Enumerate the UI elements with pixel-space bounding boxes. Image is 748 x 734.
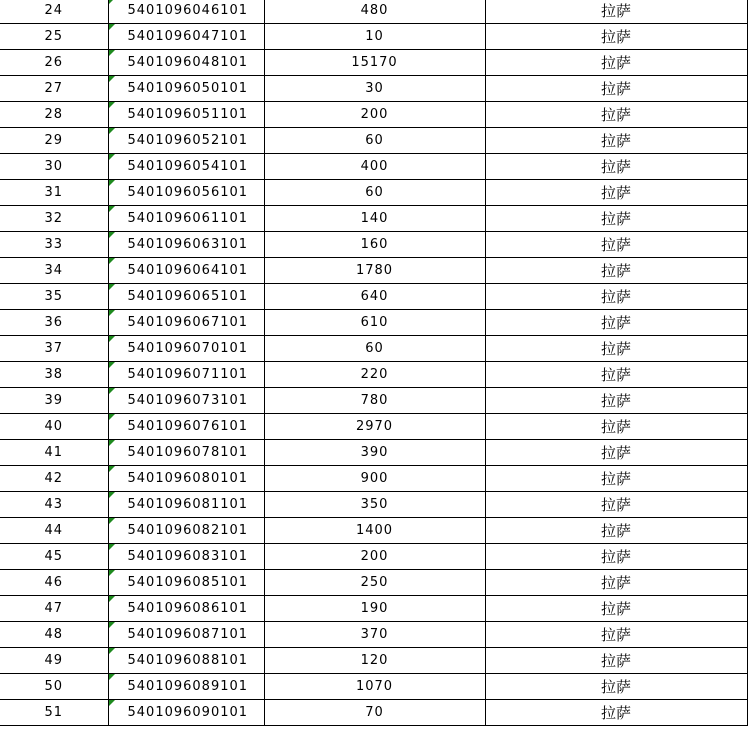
- code-cell[interactable]: [108, 466, 264, 492]
- amount-cell[interactable]: 1780: [264, 258, 485, 284]
- row-number-cell[interactable]: 26: [0, 50, 108, 76]
- city-cell[interactable]: 拉萨: [485, 50, 747, 76]
- code-text: 5401096061101: [127, 211, 249, 226]
- city-cell[interactable]: 拉萨: [485, 570, 747, 596]
- city-cell[interactable]: 拉萨: [485, 206, 747, 232]
- row-number-cell[interactable]: 36: [0, 310, 108, 336]
- code-text: 5401096085101: [127, 575, 249, 590]
- code-cell[interactable]: [108, 700, 264, 726]
- city-cell[interactable]: 拉萨: [485, 674, 747, 700]
- code-cell[interactable]: [108, 674, 264, 700]
- city-cell[interactable]: 拉萨: [485, 388, 747, 414]
- amount-cell[interactable]: 610: [264, 310, 485, 336]
- amount-cell[interactable]: 350: [264, 492, 485, 518]
- city-cell[interactable]: 拉萨: [485, 180, 747, 206]
- row-number-cell[interactable]: 42: [0, 466, 108, 492]
- table-row: [0, 518, 747, 544]
- table-row: [0, 180, 747, 206]
- table-row: [0, 674, 747, 700]
- amount-cell[interactable]: 200: [264, 544, 485, 570]
- amount-cell[interactable]: 10: [264, 24, 485, 50]
- amount-cell[interactable]: 60: [264, 180, 485, 206]
- text-format-marker-icon: [109, 0, 115, 4]
- row-number-cell[interactable]: 33: [0, 232, 108, 258]
- code-text: 5401096081101: [127, 497, 249, 512]
- row-number-cell[interactable]: 44: [0, 518, 108, 544]
- amount-cell[interactable]: 480: [264, 0, 485, 24]
- code-cell[interactable]: [108, 102, 264, 128]
- code-text: 5401096048101: [127, 55, 249, 70]
- text-format-marker-icon: [109, 492, 115, 498]
- code-text: 5401096082101: [127, 523, 249, 538]
- code-text: 5401096076101: [127, 419, 249, 434]
- text-format-marker-icon: [109, 570, 115, 576]
- city-cell[interactable]: 拉萨: [485, 336, 747, 362]
- row-number-cell[interactable]: 28: [0, 102, 108, 128]
- code-cell[interactable]: [108, 154, 264, 180]
- amount-cell[interactable]: 15170: [264, 50, 485, 76]
- amount-cell[interactable]: 140: [264, 206, 485, 232]
- city-cell[interactable]: 拉萨: [485, 258, 747, 284]
- code-cell[interactable]: [108, 414, 264, 440]
- table-row: [0, 544, 747, 570]
- code-text: 5401096051101: [127, 107, 249, 122]
- code-cell[interactable]: [108, 258, 264, 284]
- text-format-marker-icon: [109, 466, 115, 472]
- row-number-cell[interactable]: 50: [0, 674, 108, 700]
- amount-cell[interactable]: 1070: [264, 674, 485, 700]
- table-row: [0, 414, 747, 440]
- city-cell[interactable]: 拉萨: [485, 466, 747, 492]
- code-text: 5401096086101: [127, 601, 249, 616]
- row-number-cell[interactable]: 41: [0, 440, 108, 466]
- city-cell[interactable]: 拉萨: [485, 440, 747, 466]
- code-cell[interactable]: [108, 570, 264, 596]
- table-row: [0, 466, 747, 492]
- amount-cell[interactable]: 160: [264, 232, 485, 258]
- table-row: [0, 154, 747, 180]
- text-format-marker-icon: [109, 596, 115, 602]
- table-row: [0, 0, 747, 24]
- code-text: 5401096056101: [127, 185, 249, 200]
- table-row: [0, 622, 747, 648]
- city-cell[interactable]: 拉萨: [485, 414, 747, 440]
- row-number-cell[interactable]: 24: [0, 0, 108, 24]
- city-cell[interactable]: 拉萨: [485, 648, 747, 674]
- amount-cell[interactable]: 780: [264, 388, 485, 414]
- text-format-marker-icon: [109, 284, 115, 290]
- row-number-cell[interactable]: 48: [0, 622, 108, 648]
- code-text: 5401096078101: [127, 445, 249, 460]
- code-text: 5401096052101: [127, 133, 249, 148]
- table-row: [0, 232, 747, 258]
- code-cell[interactable]: [108, 440, 264, 466]
- row-number-cell[interactable]: 45: [0, 544, 108, 570]
- code-text: 5401096063101: [127, 237, 249, 252]
- amount-cell[interactable]: 70: [264, 700, 485, 726]
- text-format-marker-icon: [109, 518, 115, 524]
- code-text: 5401096083101: [127, 549, 249, 564]
- code-text: 5401096046101: [127, 3, 249, 18]
- amount-cell[interactable]: 120: [264, 648, 485, 674]
- text-format-marker-icon: [109, 102, 115, 108]
- table-row: [0, 596, 747, 622]
- amount-cell[interactable]: 60: [264, 128, 485, 154]
- amount-cell[interactable]: 370: [264, 622, 485, 648]
- city-cell[interactable]: 拉萨: [485, 102, 747, 128]
- table-row: [0, 284, 747, 310]
- city-cell[interactable]: 拉萨: [485, 232, 747, 258]
- text-format-marker-icon: [109, 128, 115, 134]
- table-row: [0, 648, 747, 674]
- text-format-marker-icon: [109, 622, 115, 628]
- amount-cell[interactable]: 400: [264, 154, 485, 180]
- table-row: [0, 570, 747, 596]
- amount-cell[interactable]: 190: [264, 596, 485, 622]
- city-cell[interactable]: 拉萨: [485, 76, 747, 102]
- row-number-cell[interactable]: 51: [0, 700, 108, 726]
- code-text: 5401096070101: [127, 341, 249, 356]
- code-text: 5401096050101: [127, 81, 249, 96]
- code-cell[interactable]: [108, 310, 264, 336]
- code-text: 5401096067101: [127, 315, 249, 330]
- amount-cell[interactable]: 640: [264, 284, 485, 310]
- code-cell[interactable]: [108, 50, 264, 76]
- row-number-cell[interactable]: 43: [0, 492, 108, 518]
- text-format-marker-icon: [109, 50, 115, 56]
- table-row: [0, 700, 747, 726]
- code-text: 5401096080101: [127, 471, 249, 486]
- table-row: [0, 492, 747, 518]
- table-row: [0, 388, 747, 414]
- table-row: [0, 76, 747, 102]
- row-number-cell[interactable]: 27: [0, 76, 108, 102]
- code-cell[interactable]: [108, 284, 264, 310]
- row-number-cell[interactable]: 31: [0, 180, 108, 206]
- table-row: [0, 128, 747, 154]
- table-row: [0, 102, 747, 128]
- table-row: [0, 50, 747, 76]
- table-row: [0, 310, 747, 336]
- code-cell[interactable]: [108, 24, 264, 50]
- row-number-cell[interactable]: 32: [0, 206, 108, 232]
- city-cell[interactable]: 拉萨: [485, 596, 747, 622]
- city-cell[interactable]: 拉萨: [485, 492, 747, 518]
- table-row: [0, 24, 747, 50]
- code-text: 5401096089101: [127, 679, 249, 694]
- code-text: 5401096088101: [127, 653, 249, 668]
- code-cell[interactable]: [108, 622, 264, 648]
- row-number-cell[interactable]: 39: [0, 388, 108, 414]
- row-number-cell[interactable]: 47: [0, 596, 108, 622]
- amount-cell[interactable]: 60: [264, 336, 485, 362]
- amount-cell[interactable]: 2970: [264, 414, 485, 440]
- amount-cell[interactable]: 900: [264, 466, 485, 492]
- amount-cell[interactable]: 220: [264, 362, 485, 388]
- code-text: 5401096047101: [127, 29, 249, 44]
- code-text: 5401096090101: [127, 705, 249, 720]
- table-row: [0, 258, 747, 284]
- row-number-cell[interactable]: 37: [0, 336, 108, 362]
- row-number-cell[interactable]: 29: [0, 128, 108, 154]
- row-number-cell[interactable]: 35: [0, 284, 108, 310]
- amount-cell[interactable]: 30: [264, 76, 485, 102]
- text-format-marker-icon: [109, 648, 115, 654]
- code-cell[interactable]: [108, 76, 264, 102]
- amount-cell[interactable]: 200: [264, 102, 485, 128]
- row-number-cell[interactable]: 38: [0, 362, 108, 388]
- code-cell[interactable]: [108, 180, 264, 206]
- code-text: 5401096054101: [127, 159, 249, 174]
- code-cell[interactable]: [108, 596, 264, 622]
- row-number-cell[interactable]: 25: [0, 24, 108, 50]
- amount-cell[interactable]: 390: [264, 440, 485, 466]
- city-cell[interactable]: 拉萨: [485, 0, 747, 24]
- city-cell[interactable]: 拉萨: [485, 362, 747, 388]
- code-text: 5401096071101: [127, 367, 249, 382]
- text-format-marker-icon: [109, 258, 115, 264]
- table-row: [0, 336, 747, 362]
- code-text: 5401096087101: [127, 627, 249, 642]
- row-number-cell[interactable]: 46: [0, 570, 108, 596]
- row-number-cell[interactable]: 49: [0, 648, 108, 674]
- table-row: [0, 362, 747, 388]
- text-format-marker-icon: [109, 336, 115, 342]
- city-cell[interactable]: 拉萨: [485, 310, 747, 336]
- text-format-marker-icon: [109, 674, 115, 680]
- code-cell[interactable]: [108, 388, 264, 414]
- text-format-marker-icon: [109, 206, 115, 212]
- code-cell[interactable]: [108, 544, 264, 570]
- code-cell[interactable]: [108, 206, 264, 232]
- city-cell[interactable]: 拉萨: [485, 544, 747, 570]
- text-format-marker-icon: [109, 362, 115, 368]
- code-cell[interactable]: [108, 362, 264, 388]
- table-row: [0, 206, 747, 232]
- text-format-marker-icon: [109, 414, 115, 420]
- amount-cell[interactable]: 250: [264, 570, 485, 596]
- text-format-marker-icon: [109, 700, 115, 706]
- text-format-marker-icon: [109, 180, 115, 186]
- code-cell[interactable]: [108, 128, 264, 154]
- text-format-marker-icon: [109, 388, 115, 394]
- row-number-cell[interactable]: 34: [0, 258, 108, 284]
- text-format-marker-icon: [109, 154, 115, 160]
- text-format-marker-icon: [109, 544, 115, 550]
- code-text: 5401096073101: [127, 393, 249, 408]
- city-cell[interactable]: 拉萨: [485, 284, 747, 310]
- city-cell[interactable]: 拉萨: [485, 154, 747, 180]
- city-cell[interactable]: 拉萨: [485, 24, 747, 50]
- city-cell[interactable]: 拉萨: [485, 622, 747, 648]
- code-cell[interactable]: [108, 648, 264, 674]
- table-row: [0, 440, 747, 466]
- city-cell[interactable]: 拉萨: [485, 128, 747, 154]
- text-format-marker-icon: [109, 24, 115, 30]
- row-number-cell[interactable]: 40: [0, 414, 108, 440]
- city-cell[interactable]: 拉萨: [485, 700, 747, 726]
- amount-cell[interactable]: 1400: [264, 518, 485, 544]
- code-cell[interactable]: [108, 0, 264, 24]
- code-cell[interactable]: [108, 232, 264, 258]
- code-cell[interactable]: [108, 518, 264, 544]
- text-format-marker-icon: [109, 310, 115, 316]
- code-text: 5401096064101: [127, 263, 249, 278]
- row-number-cell[interactable]: 30: [0, 154, 108, 180]
- city-cell[interactable]: 拉萨: [485, 518, 747, 544]
- text-format-marker-icon: [109, 76, 115, 82]
- code-text: 5401096065101: [127, 289, 249, 304]
- text-format-marker-icon: [109, 440, 115, 446]
- code-cell[interactable]: [108, 336, 264, 362]
- code-cell[interactable]: [108, 492, 264, 518]
- text-format-marker-icon: [109, 232, 115, 238]
